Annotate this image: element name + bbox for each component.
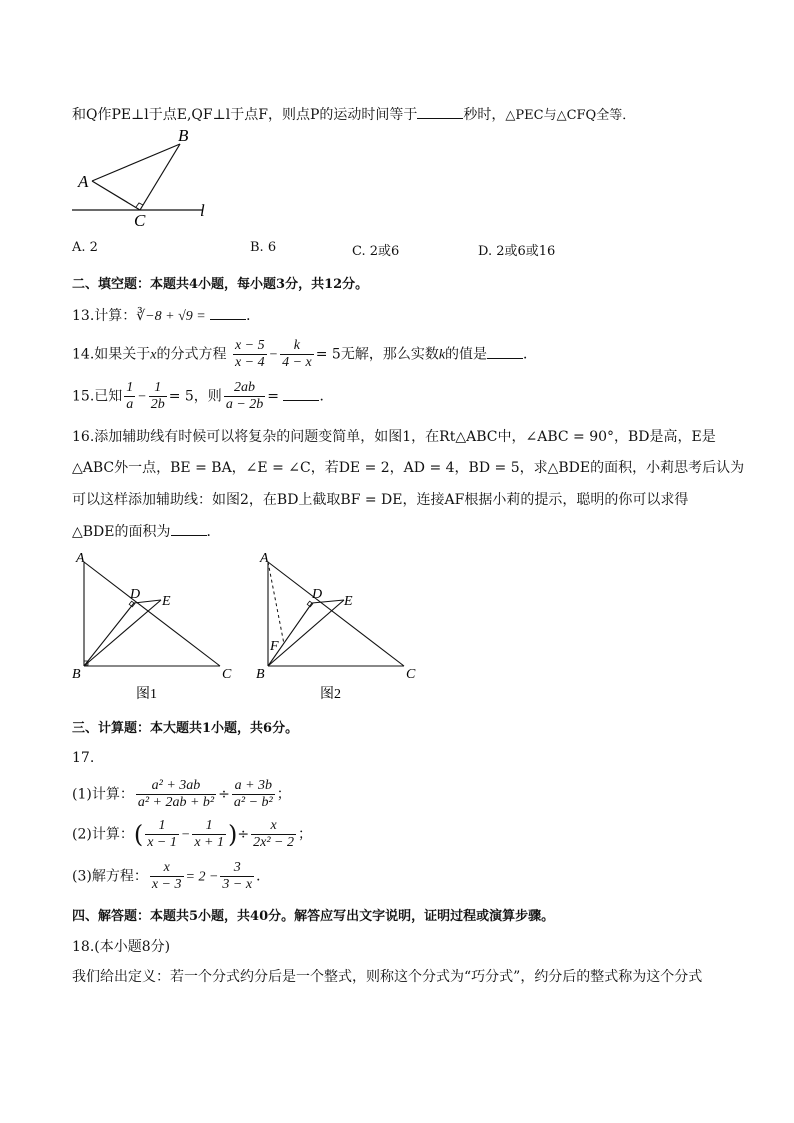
q15-f1-num: 1 bbox=[126, 380, 134, 395]
q15-f2-den: 2b bbox=[150, 397, 165, 412]
q14-minus: − bbox=[268, 347, 279, 363]
section-2-heading: 二、填空题：本题共4小题，每小题3分，共12分。 bbox=[72, 277, 369, 292]
q14-f1-den: x − 4 bbox=[234, 355, 265, 370]
segment-ac bbox=[92, 181, 140, 210]
q16-figure-2 bbox=[250, 548, 430, 704]
fig1-label-e: E bbox=[162, 594, 171, 609]
q12-option-c[interactable]: C. 2或6 bbox=[352, 244, 400, 259]
q12-text: 和Q作PE⊥l于点E,QF⊥l于点F，则点P的运动时间等于 bbox=[72, 107, 418, 123]
q14-var: x bbox=[150, 347, 157, 363]
q15-minus: − bbox=[137, 389, 147, 405]
q16-line-4 bbox=[72, 521, 221, 541]
q14-k: k bbox=[438, 347, 446, 363]
section-4-heading: 四、解答题：本题共5小题，共40分。解答应写出文字说明，证明过程或演算步骤。 bbox=[72, 909, 555, 924]
q17-p1-end: ； bbox=[276, 786, 291, 803]
q17-p2-f1-den: x − 1 bbox=[147, 835, 177, 850]
q16-line-2: △ABC外一点，BE = BA，∠E = ∠C，若DE = 2，AD = 4，BD = 5，求△BDE的面积，小莉思考后认为 bbox=[72, 460, 745, 476]
q17-part-1 bbox=[72, 778, 291, 811]
fig2-label-e: E bbox=[344, 594, 353, 609]
q15-fraction-2 bbox=[149, 380, 167, 413]
q14-eq: = 5无解，那么实数 bbox=[315, 346, 439, 363]
segment-ab bbox=[92, 144, 180, 181]
q15-prefix: 15.已知 bbox=[72, 388, 123, 405]
fig2-label-a: A bbox=[260, 551, 269, 566]
fig1-label-b: B bbox=[72, 667, 81, 682]
q17-part-3 bbox=[72, 860, 270, 893]
q17-p2-fraction-1 bbox=[145, 818, 179, 851]
q16-figure-1 bbox=[66, 548, 246, 704]
q13-prefix: 13.计算： bbox=[72, 308, 137, 324]
fig1-label-c: C bbox=[222, 667, 232, 682]
q12-after-blank: 秒时， bbox=[463, 107, 506, 123]
q18-heading: 18.(本小题8分) bbox=[72, 939, 171, 955]
q17-p1-f2-num: a + 3b bbox=[232, 778, 275, 795]
fig2-ac bbox=[268, 562, 404, 666]
q17-p1-f2-den: a² − b² bbox=[233, 795, 273, 810]
q15-fraction-3 bbox=[224, 380, 265, 413]
q14-fraction-1 bbox=[233, 338, 267, 371]
q17-p2-op: ÷ bbox=[237, 826, 250, 843]
q17-p2-label: (2)计算： bbox=[72, 826, 134, 843]
q17-p2-f2-num: 1 bbox=[192, 818, 226, 835]
q12-tail: △PEC与△CFQ全等． bbox=[505, 108, 636, 123]
q14-prefix: 14.如果关于 bbox=[72, 346, 151, 363]
q16-answer-blank[interactable] bbox=[171, 523, 207, 536]
fig2-be bbox=[268, 600, 344, 666]
fig1-label-d: D bbox=[130, 587, 141, 602]
q14-f2-den: 4 − x bbox=[282, 355, 312, 370]
q13-end: ． bbox=[246, 308, 261, 324]
fig2-label-b: B bbox=[256, 667, 265, 682]
q15-eq: = 5，则 bbox=[168, 388, 222, 405]
q17-p2-f2-den: x + 1 bbox=[194, 835, 225, 850]
label-c: C bbox=[134, 211, 146, 230]
q16-l4-text: △BDE的面积为 bbox=[72, 524, 171, 540]
q12-figure bbox=[70, 128, 220, 232]
q13-answer-blank[interactable] bbox=[210, 307, 246, 320]
q17-p1-f1-num: a² + 3ab bbox=[136, 778, 216, 795]
q17-p1-fraction-2 bbox=[232, 778, 275, 811]
fig1-be bbox=[84, 600, 161, 666]
q16-end: ． bbox=[206, 524, 221, 540]
q17-p3-f2-num: 3 bbox=[220, 860, 254, 877]
fig2-label-c: C bbox=[406, 667, 416, 682]
q15-f2-num: 1 bbox=[149, 380, 167, 397]
q16-line-1: 16.添加辅助线有时候可以将复杂的问题变简单，如图1，在Rt△ABC中，∠ABC = 90°，BD是高，E是 bbox=[72, 429, 716, 445]
fig2-label-d: D bbox=[312, 587, 323, 602]
q17-p1-label: (1)计算： bbox=[72, 786, 134, 803]
q17-number: 17. bbox=[72, 750, 95, 766]
q17-p3-f1-den: x − 3 bbox=[151, 877, 182, 892]
q15 bbox=[72, 380, 333, 413]
fig1-bd bbox=[84, 603, 134, 666]
q17-p3-f1-num: x bbox=[150, 860, 184, 877]
fig2-caption: 图2 bbox=[320, 687, 341, 702]
label-b: B bbox=[178, 128, 189, 145]
q17-p2-end: ； bbox=[297, 826, 312, 843]
q15-end: ． bbox=[319, 388, 334, 405]
section-3-heading: 三、计算题：本大题共1小题，共6分。 bbox=[72, 721, 299, 736]
q17-p3-f2-den: 3 − x bbox=[222, 877, 253, 892]
label-a: A bbox=[78, 172, 89, 191]
segment-bc bbox=[140, 144, 180, 210]
q17-p2-fraction-2 bbox=[192, 818, 226, 851]
q17-p1-f1-den: a² + 2ab + b² bbox=[137, 795, 215, 810]
q13 bbox=[72, 305, 260, 325]
q17-p2-f3-den: 2x² − 2 bbox=[253, 835, 294, 850]
q14-end: 的值是 bbox=[445, 346, 488, 363]
q14-period: ． bbox=[523, 346, 538, 363]
q17-p2-f1-num: 1 bbox=[145, 818, 179, 835]
q15-f3-den: a − 2b bbox=[225, 397, 264, 412]
q17-p1-op: ÷ bbox=[218, 786, 230, 803]
label-l: l bbox=[200, 201, 205, 220]
q15-f1-den: a bbox=[126, 397, 134, 412]
q12-option-a[interactable]: A. 2 bbox=[72, 240, 98, 255]
q14 bbox=[72, 338, 537, 371]
q18-body: 我们给出定义：若一个分式约分后是一个整式，则称这个分式为“巧分式”，约分后的整式称为这个分式 bbox=[72, 969, 703, 985]
q17-p2-fraction-3 bbox=[251, 818, 296, 851]
q14-fraction-2 bbox=[280, 338, 314, 371]
q12-option-b[interactable]: B. 6 bbox=[250, 240, 277, 255]
q17-part-2 bbox=[72, 818, 312, 851]
q12-answer-blank[interactable] bbox=[417, 106, 463, 119]
q15-eq2: = bbox=[267, 388, 279, 405]
fig2-label-f: F bbox=[270, 639, 279, 654]
fig1-caption: 图1 bbox=[136, 687, 157, 702]
fig2-bd bbox=[268, 603, 312, 666]
q17-p2-minus: − bbox=[180, 827, 191, 843]
q17-p3-eq: = 2 − bbox=[185, 869, 219, 885]
q17-p2-paren-left: ( bbox=[133, 820, 144, 849]
q17-p2-paren-right: ) bbox=[228, 820, 238, 849]
q14-answer-blank[interactable] bbox=[487, 346, 523, 359]
q15-f3-num: 2ab bbox=[224, 380, 265, 397]
q14-mid: 的分式方程 bbox=[156, 346, 227, 363]
q13-expr: ∛−8 + √9 = bbox=[136, 309, 206, 324]
fig2-af-dashed bbox=[268, 562, 284, 644]
q17-p3-end: ． bbox=[256, 868, 271, 885]
q15-fraction-1 bbox=[124, 380, 135, 413]
q17-p3-fraction-1 bbox=[150, 860, 184, 893]
q16-line-3: 可以这样添加辅助线：如图2，在BD上截取BF = DE，连接AF根据小莉的提示，聪明的你可以求得 bbox=[72, 492, 689, 508]
q15-answer-blank[interactable] bbox=[283, 388, 319, 401]
q17-p3-fraction-2 bbox=[220, 860, 254, 893]
fig1-ac bbox=[84, 562, 220, 666]
q12-option-d[interactable]: D. 2或6或16 bbox=[478, 244, 556, 259]
q14-f2-num: k bbox=[280, 338, 314, 355]
q17-p2-f3-num: x bbox=[251, 818, 296, 835]
q17-p3-label: (3)解方程： bbox=[72, 868, 148, 885]
fig1-label-a: A bbox=[76, 551, 85, 566]
q12-line bbox=[72, 104, 635, 124]
q14-f1-num: x − 5 bbox=[234, 338, 265, 353]
q17-p1-fraction-1 bbox=[136, 778, 216, 811]
